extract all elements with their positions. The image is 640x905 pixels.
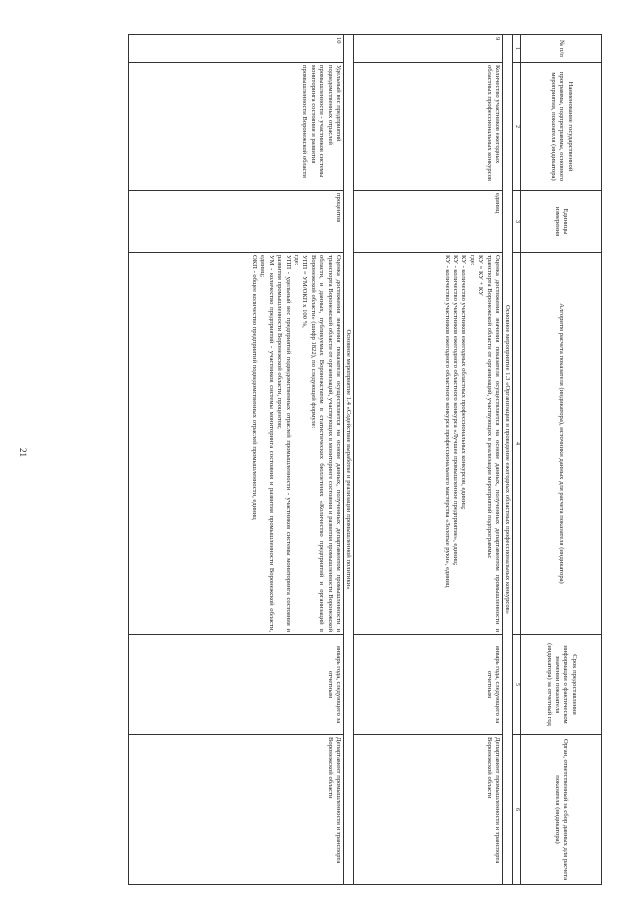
algorithm-text: где: — [292, 255, 300, 266]
algorithm-cell — [354, 253, 503, 635]
rotated-page-content — [62, 34, 602, 884]
column-number: 2 — [513, 63, 521, 191]
responsible-cell: Департамент промышленности и транспорта Воронежской области — [354, 735, 503, 885]
column-number-row — [513, 35, 521, 885]
page-number: 21 — [18, 448, 28, 457]
header-unit: Единицы измерения — [521, 191, 602, 253]
algorithm-text: Оценка достижения значения показателя осуществляется на основе данных, полученных департаментом промышленности и транспорта Воронежской области от организаций, участвующих в реализации мероприятий подпрограммы: — [485, 255, 501, 632]
column-number: 1 — [513, 35, 521, 63]
deadline-cell: январь года, следующего за отчетным — [354, 635, 503, 735]
table-row — [129, 35, 344, 885]
header-name: Наименование государственной программы, подпрограммы, основного мероприятия, показателя (индикатора) — [521, 63, 602, 191]
section-title: Основное мероприятие 1.4 «Содействие выработке и реализации промышленной политики» — [344, 35, 354, 885]
responsible-cell: Департамент промышленности и транспорта Воронежской области — [129, 735, 344, 885]
formula: КУ = КУ + КУ — [477, 255, 485, 296]
indicator-name: Количество участников ежегодных областных профессиональных конкурсов — [354, 63, 503, 191]
table-header-row — [521, 35, 602, 885]
column-number: 5 — [513, 635, 521, 735]
header-deadline: Срок предоставления информации о фактическом значении показателя (индикатора) за отчетный год — [521, 635, 602, 735]
header-number: № п/п — [521, 35, 602, 63]
indicator-unit: единиц — [354, 191, 503, 253]
row-number: 10 — [129, 35, 344, 63]
algorithm-text: где: — [468, 255, 476, 266]
algorithm-text: Оценка достижения значения показателя осуществляется на основе данных, полученных департаментом промышленности и транспорта Воронежской области от организаций, участвующих в мониторинге состояния и развития промышленности Воронежской области, и данных, публикуемых Воронежстатом в статистических бюллетенях «Количество предприятий и организаций в Воронежской области» (шифр 1822), по следующей формуле: — [309, 255, 342, 632]
algorithm-cell — [129, 253, 344, 635]
formula: УПП = УМ/ОКП х 100 %, — [301, 255, 309, 328]
column-number: 6 — [513, 735, 521, 885]
column-number: 4 — [513, 253, 521, 635]
header-algorithm: Алгоритм расчета показателя (индикатора), источники данных для расчета показателя (индикатора) — [521, 253, 602, 635]
algorithm-text: ОКП - общее количество предприятий подведомственных отраслей промышленности, единиц — [250, 255, 258, 520]
deadline-cell: январь года, следующего за отчетным — [129, 635, 344, 735]
section-row — [344, 35, 354, 885]
section-title: Основное мероприятие 1.3 «Организация и проведение ежегодных областных профессиональных конкурсов» — [503, 35, 513, 885]
algorithm-text: КУ - количество участников ежегодного областного конкурса профессионального мастерства «Золотые руки», единиц — [443, 255, 451, 588]
indicators-table — [128, 34, 602, 885]
column-number: 3 — [513, 191, 521, 253]
row-number: 9 — [354, 35, 503, 63]
algorithm-text: УМ - количество предприятий - участников системы мониторинга состояния и развития промышленности Воронежской области, единиц; — [259, 255, 275, 632]
indicator-unit: процентов — [129, 191, 344, 253]
indicator-name: Удельный вес предприятий подведомственных отраслей промышленности - участников системы мониторинга состояния и развития промышленности Воронежской области — [129, 63, 344, 191]
section-row — [503, 35, 513, 885]
algorithm-text: УПП - удельный вес предприятий подведомственных отраслей промышленности - участников системы мониторинга состояния и развития промышленности Воронежской области, процентов; — [276, 255, 292, 632]
algorithm-text: КУ - количество участников ежегодного областного конкурса «Лучшее промышленное предприятие», единиц; — [451, 255, 459, 566]
table-row — [354, 35, 503, 885]
header-responsible: Орган, ответственный за сбор данных для расчета показателя (индикатора) — [521, 735, 602, 885]
algorithm-text: КУ - количество участников ежегодных областных профессиональных конкурсов, единиц; — [460, 255, 468, 510]
